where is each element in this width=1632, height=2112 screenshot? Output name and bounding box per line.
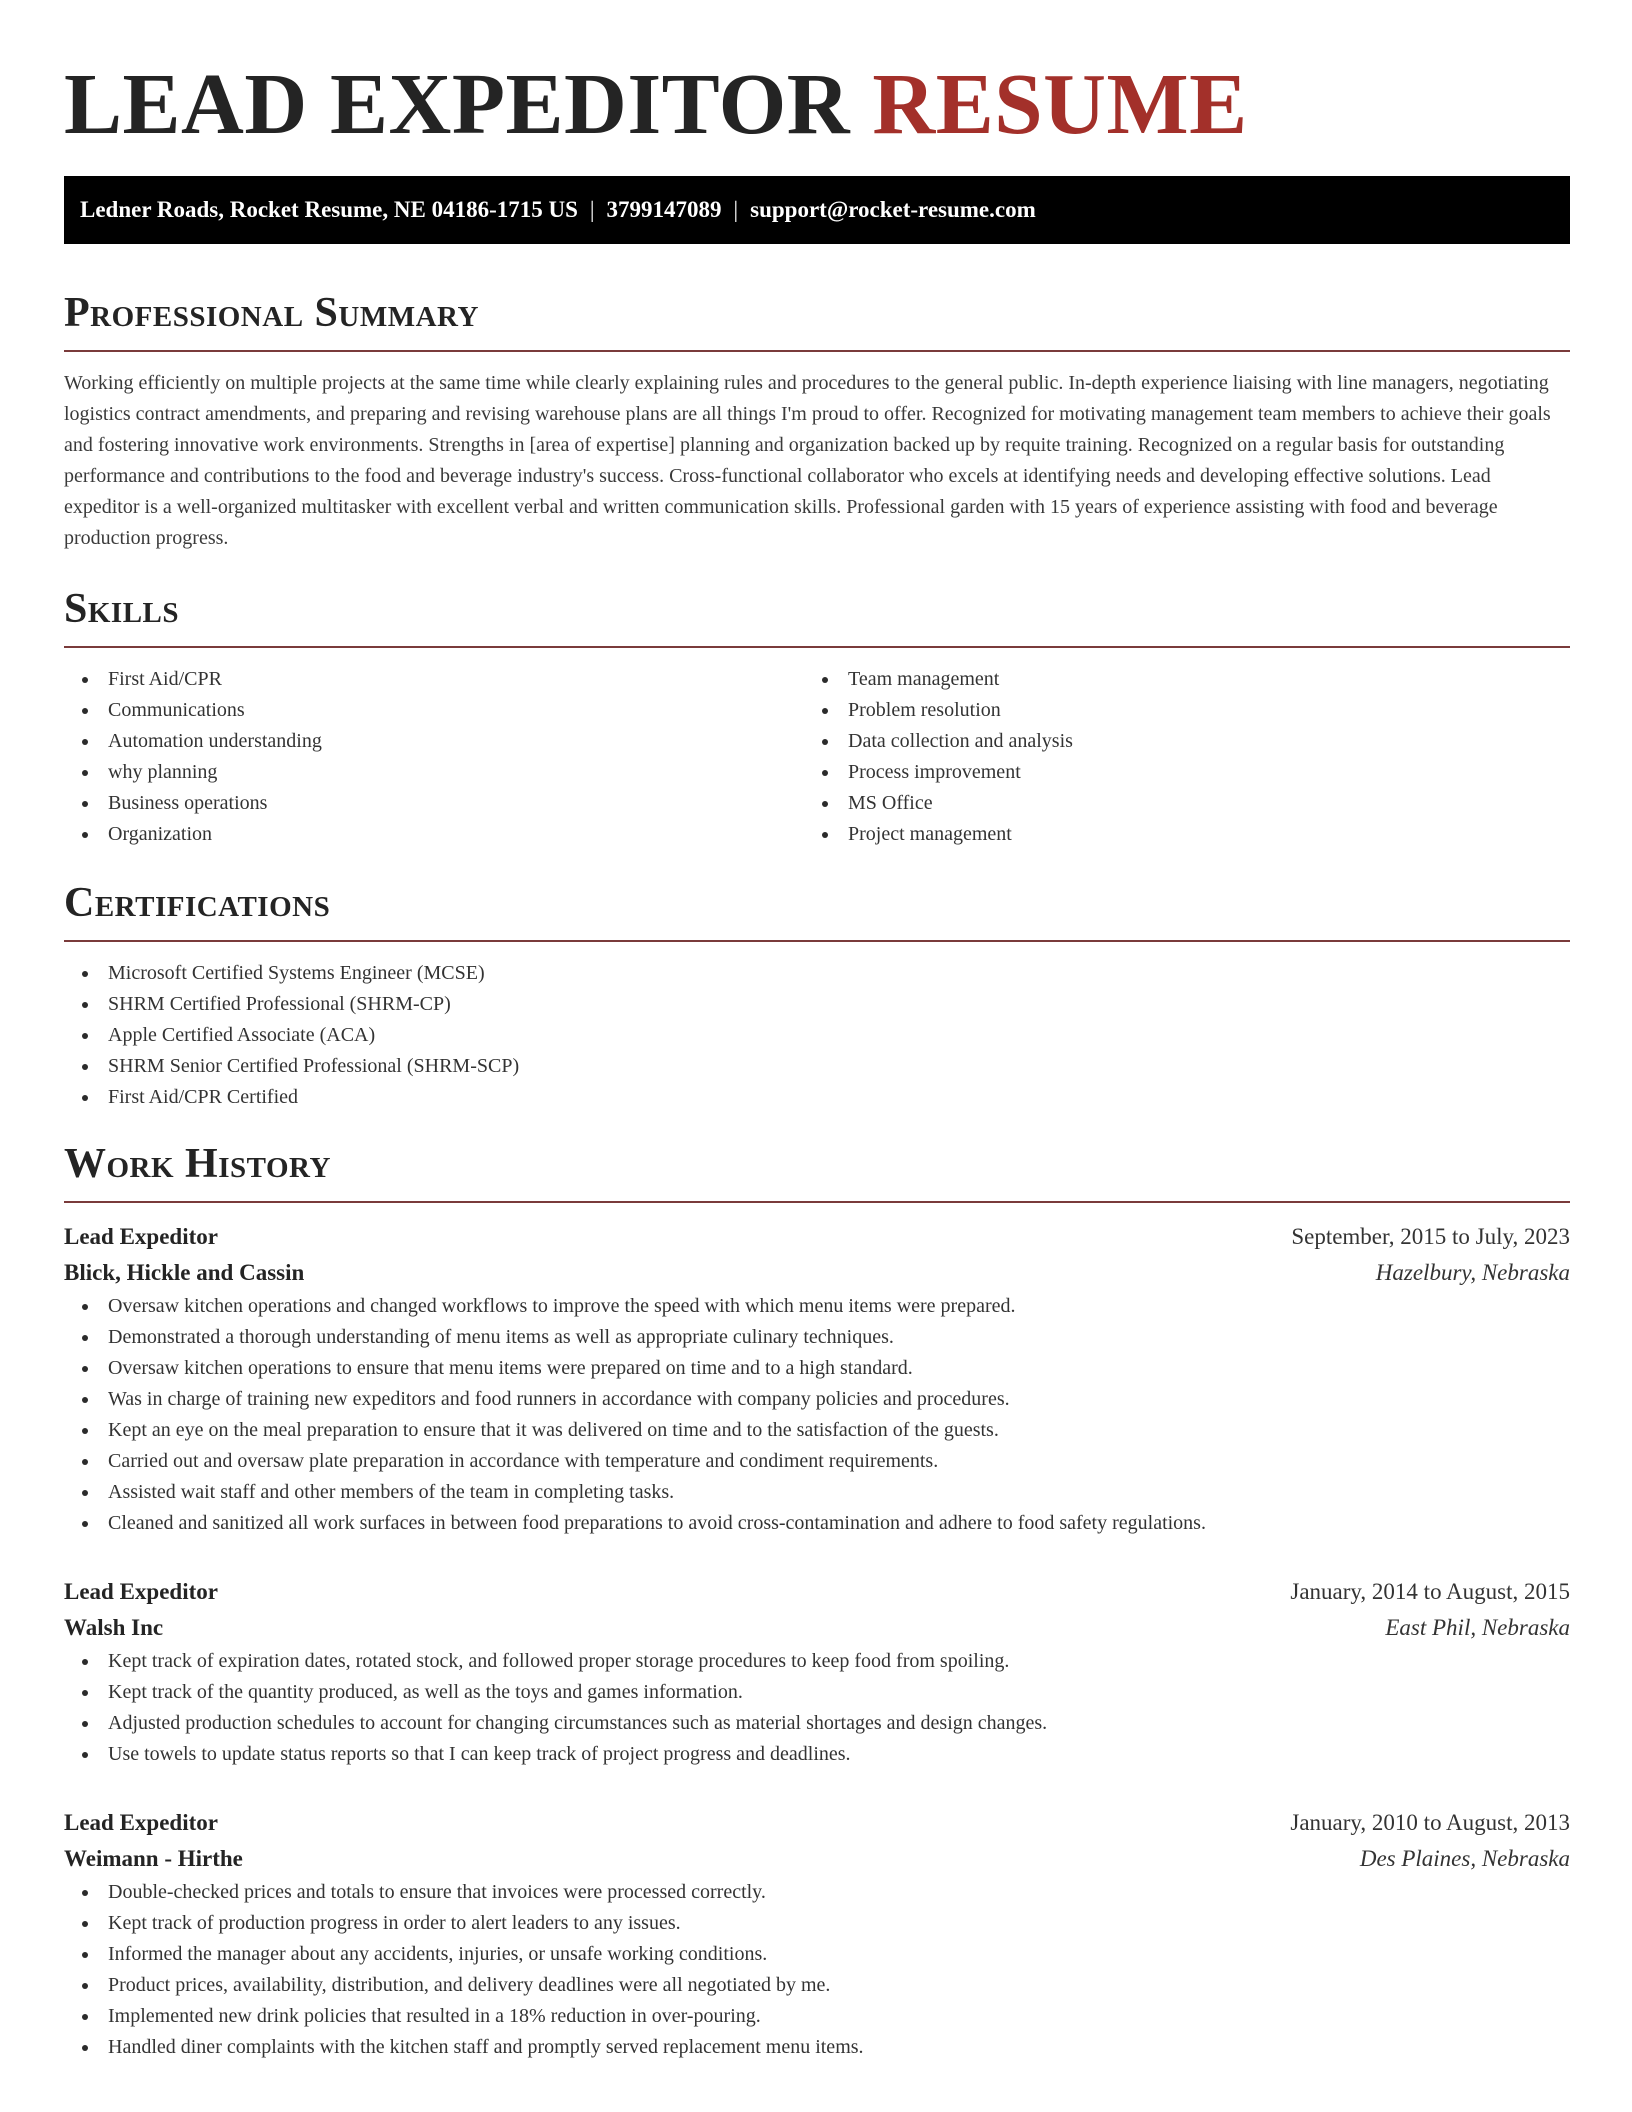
summary-section (64, 288, 1570, 554)
job-duty: Informed the manager about any accidents, injuries, or unsafe working conditions. (64, 1939, 1570, 1970)
job-duty: Double-checked prices and totals to ensure that invoices were processed correctly. (64, 1877, 1570, 1908)
job-duty: Oversaw kitchen operations and changed workflows to improve the speed with which menu items were prepared. (64, 1291, 1570, 1322)
skill-item: Business operations (64, 788, 804, 819)
job-duty: Kept track of expiration dates, rotated stock, and followed proper storage procedures to keep food from spoiling. (64, 1646, 1570, 1677)
job-duty: Handled diner complaints with the kitchen staff and promptly served replacement menu items. (64, 2032, 1570, 2063)
job-duty: Was in charge of training new expeditors and food runners in accordance with company policies and procedures. (64, 1384, 1570, 1415)
job-header-row (64, 1219, 1570, 1255)
job-location: East Phil, Nebraska (1385, 1615, 1570, 1640)
job-entry (64, 1574, 1570, 1770)
job-duty: Product prices, availability, distribution, and delivery deadlines were all negotiated by me. (64, 1970, 1570, 2001)
job-duty: Use towels to update status reports so that I can keep track of project progress and deadlines. (64, 1739, 1570, 1770)
title-main: LEAD EXPEDITOR (64, 55, 851, 152)
job-duty: Implemented new drink policies that resulted in a 18% reduction in over-pouring. (64, 2001, 1570, 2032)
skills-list-left (64, 664, 804, 850)
job-duty: Adjusted production schedules to account for changing circumstances such as material shortages and design changes. (64, 1708, 1570, 1739)
job-duties-list (64, 1291, 1570, 1539)
contact-address: Ledner Roads, Rocket Resume, NE 04186-1715 US (80, 197, 578, 222)
certification-item: SHRM Certified Professional (SHRM-CP) (64, 989, 1570, 1020)
job-header-row (64, 1805, 1570, 1841)
certifications-section (64, 878, 1570, 1113)
certification-item: Apple Certified Associate (ACA) (64, 1020, 1570, 1051)
work-history-section (64, 1139, 1570, 2063)
section-divider (64, 940, 1570, 942)
certification-item: Microsoft Certified Systems Engineer (MCSE) (64, 958, 1570, 989)
job-location: Des Plaines, Nebraska (1359, 1846, 1570, 1871)
skill-item: MS Office (804, 788, 1544, 819)
certification-item: SHRM Senior Certified Professional (SHRM-SCP) (64, 1051, 1570, 1082)
resume-page (64, 0, 1570, 2063)
section-divider (64, 1201, 1570, 1203)
skill-item: Project management (804, 819, 1544, 850)
job-entry (64, 1805, 1570, 2063)
contact-separator: | (733, 197, 739, 222)
contact-bar (64, 176, 1570, 244)
job-entry (64, 1219, 1570, 1539)
job-title: Lead Expeditor (64, 1224, 218, 1249)
job-subheader-row (64, 1255, 1570, 1291)
title-accent: RESUME (872, 55, 1248, 152)
summary-heading: Professional Summary (64, 290, 479, 336)
job-duty: Demonstrated a thorough understanding of menu items as well as appropriate culinary techniques. (64, 1322, 1570, 1353)
summary-text: Working efficiently on multiple projects at the same time while clearly explaining rules and procedures to the general public. In-depth experience liaising with line managers, negotiating logistics contract amendments, and preparing and revising warehouse plans are all things I'm proud to offer. Recognized for motivating management team members to achieve their goals and fostering innovative work environments. Strengths in [area of expertise] planning and organization backed up by requite training. Recognized on a regular basis for outstanding performance and contributions to the food and beverage industry's success. Cross-functional collaborator who excels at identifying needs and developing effective solutions. Lead expeditor is a well-organized multitasker with excellent verbal and written communication skills. Professional garden with 15 years of experience assisting with food and beverage production progress. (64, 372, 1551, 549)
skills-list-right (804, 664, 1544, 850)
skill-item: Team management (804, 664, 1544, 695)
job-dates: January, 2014 to August, 2015 (1290, 1579, 1570, 1604)
contact-separator: | (589, 197, 595, 222)
skills-column-left (64, 664, 804, 850)
certifications-list (64, 958, 1570, 1113)
job-duty: Assisted wait staff and other members of the team in completing tasks. (64, 1477, 1570, 1508)
job-dates: January, 2010 to August, 2013 (1290, 1810, 1570, 1835)
skill-item: First Aid/CPR (64, 664, 804, 695)
job-duty: Kept an eye on the meal preparation to ensure that it was delivered on time and to the satisfaction of the guests. (64, 1415, 1570, 1446)
skill-item: Problem resolution (804, 695, 1544, 726)
skills-grid (64, 664, 1570, 850)
contact-phone: 3799147089 (606, 197, 722, 222)
skill-item: Organization (64, 819, 804, 850)
skills-heading: Skills (64, 586, 180, 632)
job-duty: Oversaw kitchen operations to ensure that menu items were prepared on time and to a high standard. (64, 1353, 1570, 1384)
job-title: Lead Expeditor (64, 1579, 218, 1604)
job-header-row (64, 1574, 1570, 1610)
job-location: Hazelbury, Nebraska (1375, 1260, 1570, 1285)
job-title: Lead Expeditor (64, 1810, 218, 1835)
job-subheader-row (64, 1841, 1570, 1877)
job-duty: Kept track of production progress in order to alert leaders to any issues. (64, 1908, 1570, 1939)
job-subheader-row (64, 1610, 1570, 1646)
work-history-heading: Work History (64, 1141, 331, 1187)
certification-item: First Aid/CPR Certified (64, 1082, 1570, 1113)
skill-item: why planning (64, 757, 804, 788)
skills-column-right (804, 664, 1544, 850)
job-duties-list (64, 1646, 1570, 1770)
job-duties-list (64, 1877, 1570, 2063)
skill-item: Data collection and analysis (804, 726, 1544, 757)
job-dates: September, 2015 to July, 2023 (1291, 1224, 1570, 1249)
job-duty: Cleaned and sanitized all work surfaces in between food preparations to avoid cross-contamination and adhere to food safety regulations. (64, 1508, 1570, 1539)
job-company: Walsh Inc (64, 1615, 164, 1640)
skill-item: Communications (64, 695, 804, 726)
job-company: Weimann - Hirthe (64, 1846, 243, 1871)
section-divider (64, 646, 1570, 648)
page-title (64, 0, 1570, 152)
skills-section (64, 584, 1570, 850)
skill-item: Process improvement (804, 757, 1544, 788)
job-duty: Carried out and oversaw plate preparation in accordance with temperature and condiment requirements. (64, 1446, 1570, 1477)
certifications-heading: Certifications (64, 880, 331, 926)
section-divider (64, 350, 1570, 352)
job-company: Blick, Hickle and Cassin (64, 1260, 305, 1285)
contact-email[interactable]: support@rocket-resume.com (750, 197, 1036, 222)
skill-item: Automation understanding (64, 726, 804, 757)
job-duty: Kept track of the quantity produced, as well as the toys and games information. (64, 1677, 1570, 1708)
